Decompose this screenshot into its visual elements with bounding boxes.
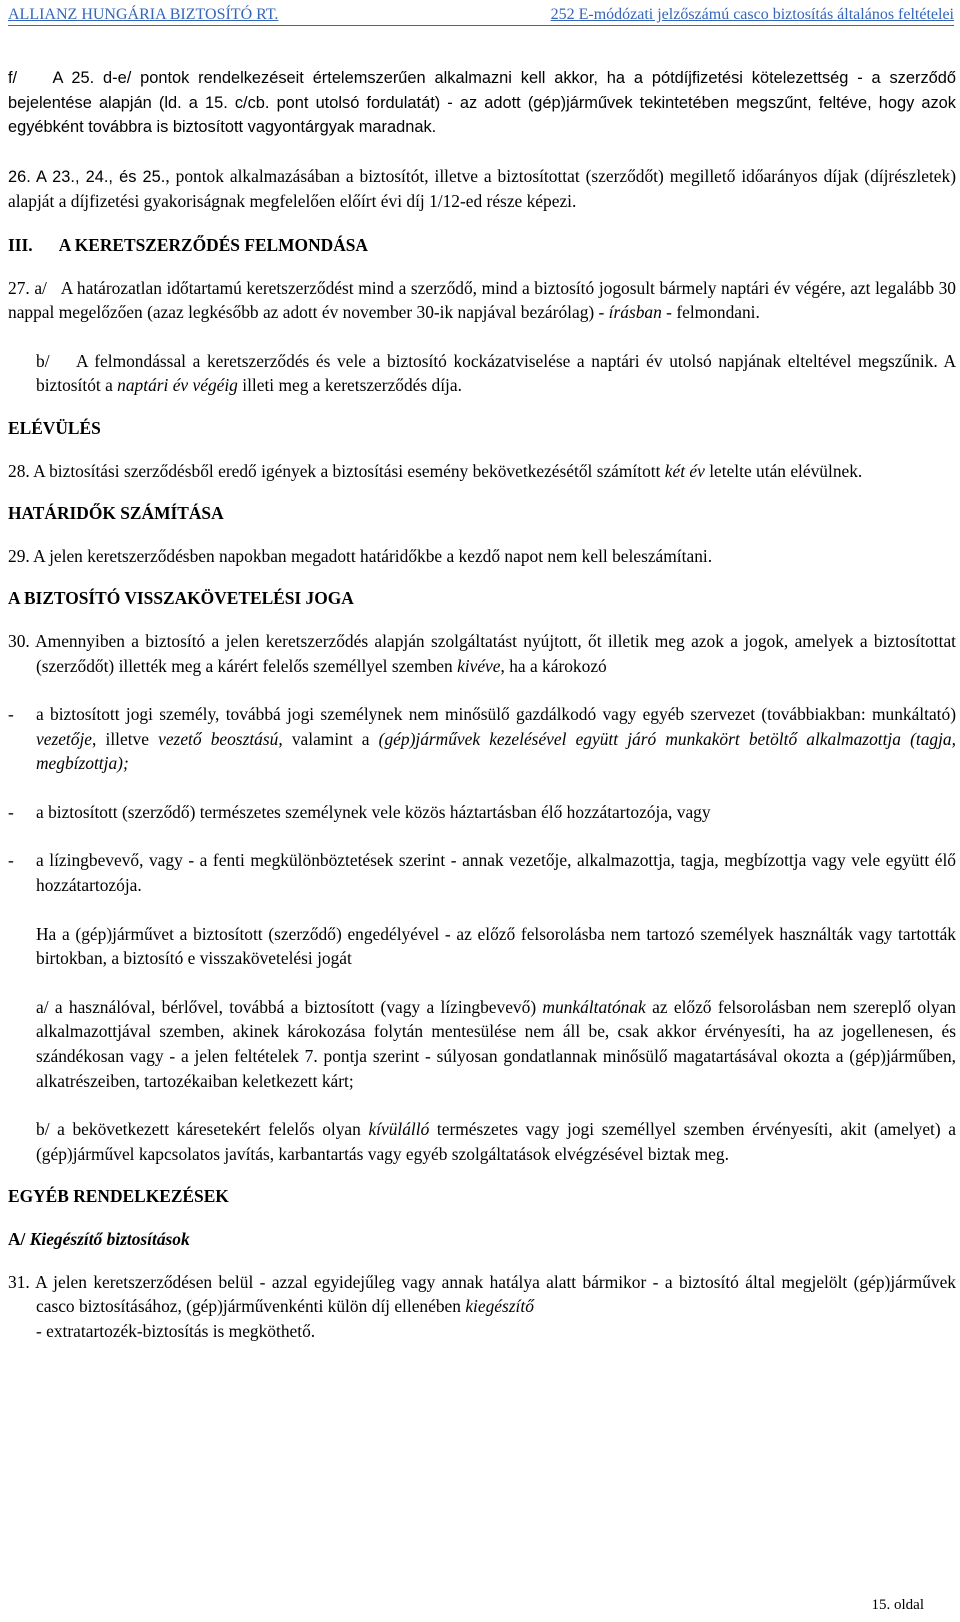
paragraph-30c: a/ a használóval, bérlővel, továbbá a biztosított (vagy a lízingbevevő) munkáltatónak az előző felsorolásban nem szereplő olyan alkalmazottjával szemben, akinek károkozása folytán mentesülése nem áll be, csak akkor érvényesíti, ha az jogellenesen, és szándékosan vagy - a jelen feltételek 7. pontja szerint - súlyosan gondatlannak minősülő magatartásával okozta a (gép)járműben, alkatrészeiben, tartozékaiban keletkezett kárt;: [36, 996, 956, 1091]
header-doc-title: 252 E-módózati jelzőszámú casco biztosítás általános feltételei: [550, 6, 954, 23]
page-header: [8, 2, 954, 24]
paragraph-30b: Ha a (gép)járművet a biztosított (szerződő) engedélyével - az előző felsorolásba nem tartozó személyek használták vagy tartották birtokban, a biztosító e visszakövetelési jogát: [36, 923, 956, 969]
paragraph-27a: 27. a/ A határozatlan időtartamú keretszerződést mind a szerződő, mind a biztosító jogosult bármely naptári év végére, azt legalább 30 nappal megelőzően (azaz legkésőbb az adott év november 30-ik napjával bezárólag) - írásban - felmondani.: [8, 277, 957, 323]
paragraph-28: 28. A biztosítási szerződésből eredő igények a biztosítási esemény bekövetkezésétől számított két év letelte után elévülnek.: [8, 460, 863, 481]
paragraph-26: 26. A 23., 24., és 25., pontok alkalmazásában a biztosítót, illetve a biztosítottat (szerződőt) megillető időarányos díjak (díjrészletek) alapját a díjfizetési gyakoriságnak megfelelően előírt évi díj 1/12-ed része képezi.: [8, 165, 957, 212]
paragraph-f: f/ A 25. d-e/ pontok rendelkezéseit értelemszerűen alkalmazni kell akkor, ha a pótdíjfizetési kötelezettség - a szerződő bejelentése alapján (ld. a 15. c/cb. pont utolsó fordulatát) - az adott (gép)járművek tekintetében megszűnt, feltéve, hogy azok egyébként továbbra is biztosított vagyontárgyak maradnak.: [8, 69, 956, 137]
paragraph-30d: b/ a bekövetkezett káresetekért felelős olyan kívülálló természetes vagy jogi személlyel szemben érvényesíti, akit (amelyet) a (gép)járművel kapcsolatos javítás, karbantartás vagy egyéb szolgáltatások elvégzésével biztak meg.: [36, 1119, 956, 1164]
heading-egyeb-rendelkezesek: EGYÉB RENDELKEZÉSEK: [8, 1186, 229, 1207]
header-company: ALLIANZ HUNGÁRIA BIZTOSÍTÓ RT.: [8, 6, 279, 23]
section-title-iii: III. A KERETSZERZŐDÉS FELMONDÁSA: [8, 234, 368, 255]
paragraph-31: 31. A jelen keretszerződésen belül - azzal egyidejűleg vagy annak hatálya alatt bármikor - a biztosító által megjelölt (gép)járművek casco biztosításához, (gép)járművenkénti külön díj ellenében kiegészítő - extratartozék-biztosítás is megköthető.: [8, 1271, 956, 1341]
list-item-dash-2: - a biztosított (szerződő) természetes személynek vele közös háztartásban élő hozzátartozója, vagy: [8, 801, 711, 822]
paragraph-27b: b/ A felmondással a keretszerződés és vele a biztosító kockázatviselése a naptári év utolsó napjának elteltével megszűnik. A biztosítót a naptári év végéig illeti meg a keretszerződés díja.: [36, 350, 957, 396]
paragraph-29: 29. A jelen keretszerződésben napokban megadott határidőkbe a kezdő napot nem kell beleszámítani.: [8, 545, 713, 566]
list-item-dash-1: - a biztosított jogi személy, továbbá jogi személynek nem minősülő gazdálkodó vagy egyéb szervezet (továbbiakban: munkáltató) vezetője, illetve vezető beosztású, valamint a (gép)járművek kezelésével együtt járó munkakört betöltő alkalmazottja (tagja, megbízottja);: [8, 704, 956, 774]
heading-kiegeszito: A/ Kiegészítő biztosítások: [8, 1229, 190, 1249]
document-body: [8, 66, 956, 1343]
heading-elevules: ELÉVÜLÉS: [8, 417, 101, 438]
heading-hataridok: HATÁRIDŐK SZÁMÍTÁSA: [8, 503, 224, 524]
paragraph-30: 30. Amennyiben a biztosító a jelen keretszerződés alapján szolgáltatást nyújtott, őt illetik meg azok a jogok, amelyek a biztosítottat (szerződőt) illették meg a kárért felelős személlyel szemben kivéve, ha a károkozó: [8, 630, 956, 676]
header-rule: [8, 25, 954, 26]
page-number: 15. oldal: [871, 1597, 924, 1613]
list-item-dash-3: - a lízingbevevő, vagy - a fenti megkülönböztetések szerint - annak vezetője, alkalmazottja, tagja, megbízottja vagy vele együtt élő hozzátartozója.: [8, 850, 956, 896]
heading-visszakoveteles: A BIZTOSÍTÓ VISSZAKÖVETELÉSI JOGA: [8, 588, 354, 609]
